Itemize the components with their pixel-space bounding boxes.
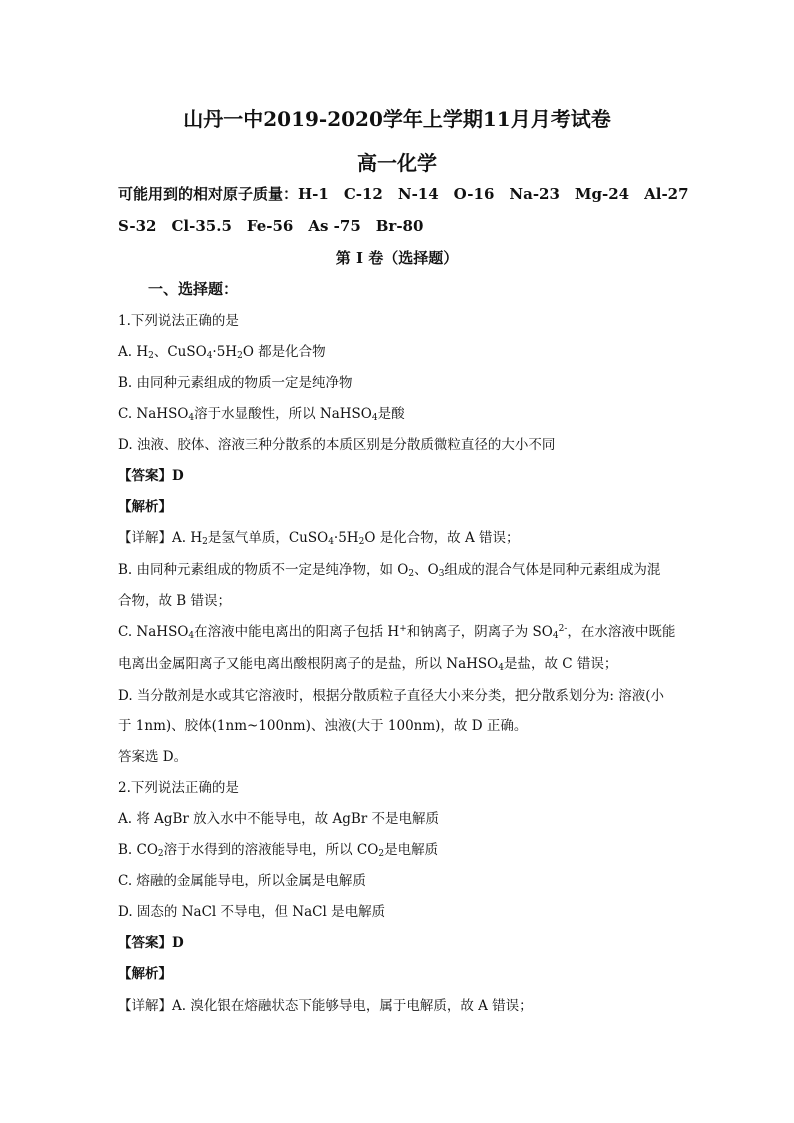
subject-title: 高一化学 [357, 151, 437, 175]
q1-option-c: C. NaHSO$_4$溶于水显酸性，所以 NaHSO$_4$是酸 [118, 406, 405, 423]
q1-answer: 【答案】D [118, 468, 184, 484]
atomic-mass-line-2: S-32 Cl-35.5 Fe-56 As -75 Br-80 [118, 217, 424, 235]
q1-detail-d-line-1: D. 当分散剂是水或其它溶液时，根据分散质粒子直径大小来分类，把分散系划分为: 溶液(小 [118, 688, 665, 704]
q1-option-a: A. $H_2$、$CuSO_4\cdot 5H_2O$ 都是化合物 [118, 344, 326, 361]
q2-analysis-label: 【解析】 [118, 966, 172, 982]
q1-detail-b-line-1: B. 由同种元素组成的物质不一定是纯净物，如 $O_2$、$O_3$组成的混合气体是同种元素组成为混 [118, 562, 661, 579]
q1-detail-b-line-2: 合物，故 B 错误； [118, 593, 232, 609]
q1-detail-c-line-1: C. NaHSO$_4$在溶液中能电离出的阳离子包括 H+和钠离子，阴离子为 $SO_4^{2-}$，在水溶液中既能 [118, 624, 676, 641]
volume-title: 第 I 卷（选择题） [335, 249, 459, 267]
q1-analysis-label: 【解析】 [118, 499, 172, 515]
q1-detail-d-line-2: 于 1nm)、胶体(1nm~100nm)、浊液(大于 100nm)，故 D 正确。 [118, 718, 528, 734]
q1-detail-a: 【详解】A. $H_2$是氢气单质，$CuSO_4\cdot 5H_2O$ 是化合物，故 A 错误； [118, 530, 520, 547]
q2-option-b: B. $CO_2$溶于水得到的溶液能导电，所以 $CO_2$是电解质 [118, 842, 439, 859]
section-title: 一、选择题： [148, 280, 239, 298]
q2-detail-a: 【详解】A. 溴化银在熔融状态下能够导电，属于电解质，故 A 错误； [118, 998, 533, 1014]
q1-option-d: D. 浊液、胶体、溶液三种分散系的本质区别是分散质微粒直径的大小不同 [118, 437, 556, 453]
q2-option-c: C. 熔融的金属能导电，所以金属是电解质 [118, 873, 366, 889]
q2-stem: 2.下列说法正确的是 [118, 780, 239, 796]
atomic-mass-line-1: 可能用到的相对原子质量：H-1 C-12 N-14 O-16 Na-23 Mg-24 Al-27 [118, 185, 689, 203]
q1-stem: 1.下列说法正确的是 [118, 313, 239, 329]
exam-title: 山丹一中2019-2020学年上学期11月月考试卷 [183, 107, 611, 131]
q2-option-a: A. 将 AgBr 放入水中不能导电，故 AgBr 不是电解质 [118, 811, 440, 827]
q2-answer: 【答案】D [118, 935, 184, 951]
q1-detail-c-line-2: 电离出金属阳离子又能电离出酸根阴离子的是盐，所以 NaHSO$_4$是盐，故 C 错误； [118, 656, 618, 673]
q1-option-b: B. 由同种元素组成的物质一定是纯净物 [118, 375, 353, 391]
q1-conclusion: 答案选 D。 [118, 749, 188, 765]
q2-option-d: D. 固态的 NaCl 不导电，但 NaCl 是电解质 [118, 904, 386, 920]
